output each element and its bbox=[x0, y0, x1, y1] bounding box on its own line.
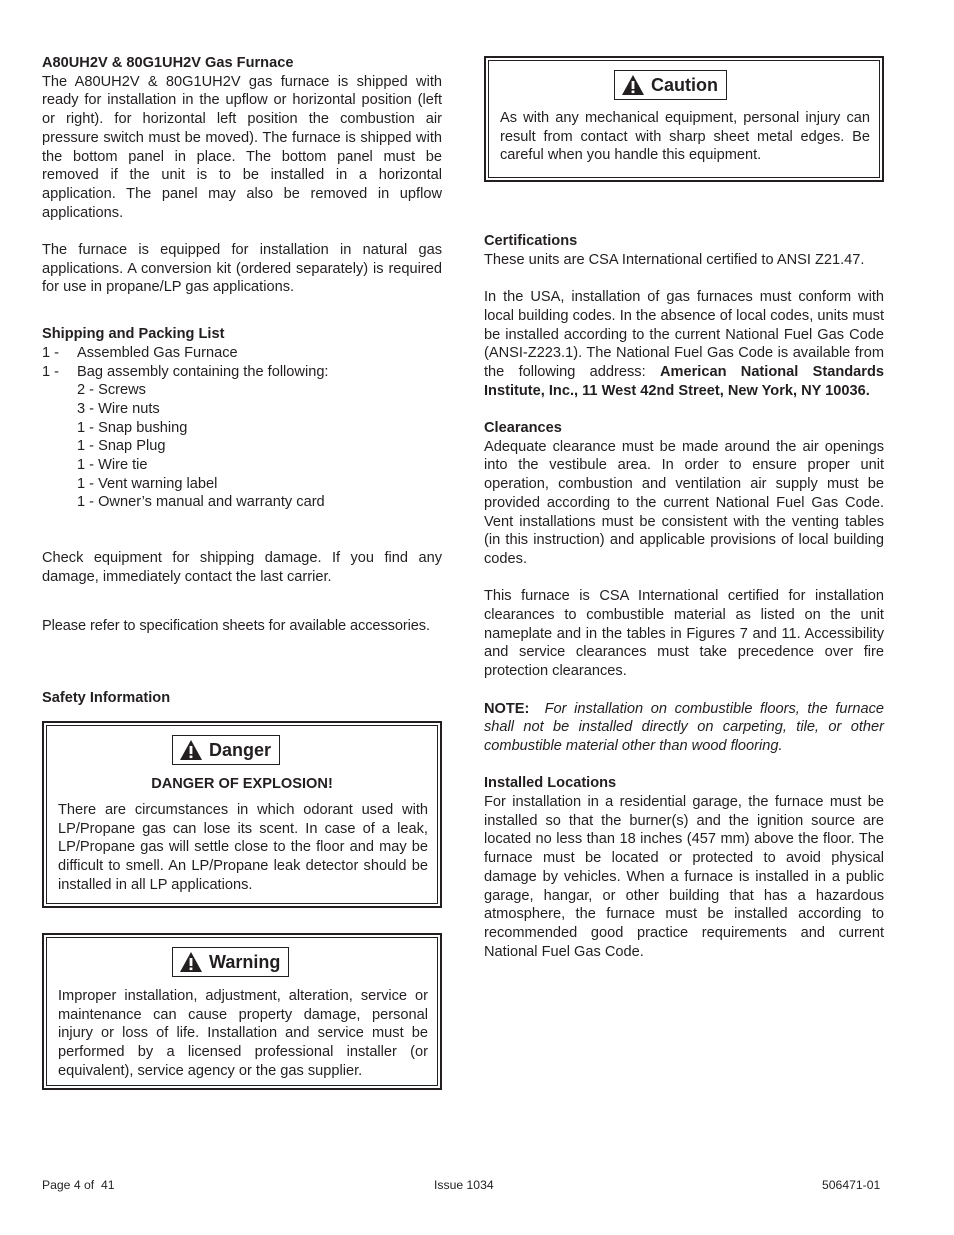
clearances-heading: Clearances bbox=[484, 420, 562, 436]
right-column bbox=[484, 232, 884, 961]
furnace-paragraph: The A80UH2V & 80G1UH2V gas furnace is shipped with ready for installation in the upflow or horizontal position (left or right). for horizontal left position the combustion air pressure switch must be moved). The furnace is shipped with the bottom panel in place. The bottom panel must be removed if the unit is to be installed in a horizontal application. The panel may also be removed in upflow applications. bbox=[42, 73, 442, 221]
certifications-heading: Certifications bbox=[484, 233, 578, 249]
clearances-paragraph: Adequate clearance must be made around the air openings into the vestibule area. In order to ensure proper unit operation, combustion and ventilation air supply must be provided according to the current National Fuel Gas Code. Vent installations must be consistent with the venting tables (in this instruction) and applicable provisions of local building codes. bbox=[484, 438, 884, 567]
safety-heading: Safety Information bbox=[42, 690, 171, 706]
sub-list-item: 3 - Wire nuts bbox=[77, 400, 160, 417]
sub-list-item: 1 - Snap bushing bbox=[77, 419, 188, 436]
list-item: 1 - Bag assembly containing the following: bbox=[42, 363, 329, 380]
note-paragraph: NOTE: For installation on combustible floors, the furnace shall not be installed directly on carpeting, tile, or other combustible material other than wood flooring. bbox=[484, 700, 884, 754]
accessories-paragraph: Please refer to specification sheets for available accessories. bbox=[42, 617, 430, 634]
danger-box bbox=[42, 721, 442, 908]
sub-list-item: 1 - Wire tie bbox=[77, 457, 148, 474]
damage-paragraph: Check equipment for shipping damage. If you find any damage, immediately contact the last carrier. bbox=[42, 550, 442, 585]
list-item: 1 - Assembled Gas Furnace bbox=[42, 344, 238, 361]
caution-label: Caution bbox=[614, 70, 727, 100]
sub-list-item: 1 - Owner’s manual and warranty card bbox=[77, 494, 325, 511]
packing-list bbox=[42, 344, 442, 512]
danger-text: There are circumstances in which odorant used with LP/Propane gas can lose its scent. In case of a leak, LP/Propane gas will settle close to the floor and may be difficult to smell. An LP/Propane leak detector should be installed in all LP applications. bbox=[58, 802, 428, 893]
usa-paragraph: In the USA, installation of gas furnaces must conform with local building codes. In the absence of local codes, units must be installed according to the current National Fuel Gas Code (ANSI-Z223.1). The National Fuel Gas Code is available from the following address: American National Standards Institute, Inc., 11 West 42nd Street, New York, NY 10036. bbox=[484, 289, 885, 399]
usa-address: American National Standards Institute, Inc., 11 West 42nd Street, New York, NY 10036. bbox=[484, 363, 885, 399]
warning-text: Improper installation, adjustment, alteration, service or maintenance can cause property damage, personal injury or loss of life. Installation and service must be performed by a licensed professional installer (or equivalent), service agency or the gas supplier. bbox=[58, 988, 428, 1079]
issue-number: Issue 1034 bbox=[434, 1178, 494, 1192]
csa-paragraph: This furnace is CSA International certified for installation clearances to combustible material as listed on the unit nameplate and in the tables in Figures 7 and 11. Accessibility and service clearances must take precedence over fire protection clearances. bbox=[484, 588, 884, 680]
installed-locations-heading: Installed Locations bbox=[484, 775, 617, 792]
warning-label: Warning bbox=[172, 947, 289, 977]
left-column bbox=[42, 54, 442, 635]
warning-triangle-icon bbox=[179, 739, 203, 761]
danger-subtitle: DANGER OF EXPLOSION! bbox=[151, 776, 333, 792]
sub-list-item: 2 - Screws bbox=[77, 382, 146, 399]
document-number: 506471-01 bbox=[822, 1178, 881, 1192]
warning-triangle-icon bbox=[179, 951, 203, 973]
page-number: Page 4 of 41 bbox=[42, 1178, 115, 1192]
caution-text: As with any mechanical equipment, personal injury can result from contact with sharp sheet metal edges. Be careful when you handle this equipment. bbox=[500, 110, 870, 164]
sub-list-item: 1 - Snap Plug bbox=[77, 438, 166, 455]
caution-box bbox=[484, 56, 884, 182]
certifications-paragraph: These units are CSA International certified to ANSI Z21.47. bbox=[484, 251, 865, 268]
warning-box bbox=[42, 933, 442, 1090]
shipping-heading: Shipping and Packing List bbox=[42, 326, 225, 343]
sub-list-item: 1 - Vent warning label bbox=[77, 475, 218, 492]
furnace-heading: A80UH2V & 80G1UH2V Gas Furnace bbox=[42, 55, 294, 71]
gas-paragraph: The furnace is equipped for installation in natural gas applications. A conversion kit (ordered separately) is required for use in propane/LP gas applications. bbox=[42, 242, 442, 296]
warning-triangle-icon bbox=[621, 74, 645, 96]
danger-label: Danger bbox=[172, 735, 280, 765]
installed-locations-paragraph: For installation in a residential garage, the furnace must be installed so that the burner(s) and the ignition source are located no less than 18 inches (457 mm) above the floor. The furnace must be located or protected to avoid physical damage by vehicles. When a furnace is installed in a public garage, hangar, or other building that has a hazardous atmosphere, the furnace must be installed according to recommended good practice requirements and current National Fuel Gas Code. bbox=[484, 794, 884, 960]
